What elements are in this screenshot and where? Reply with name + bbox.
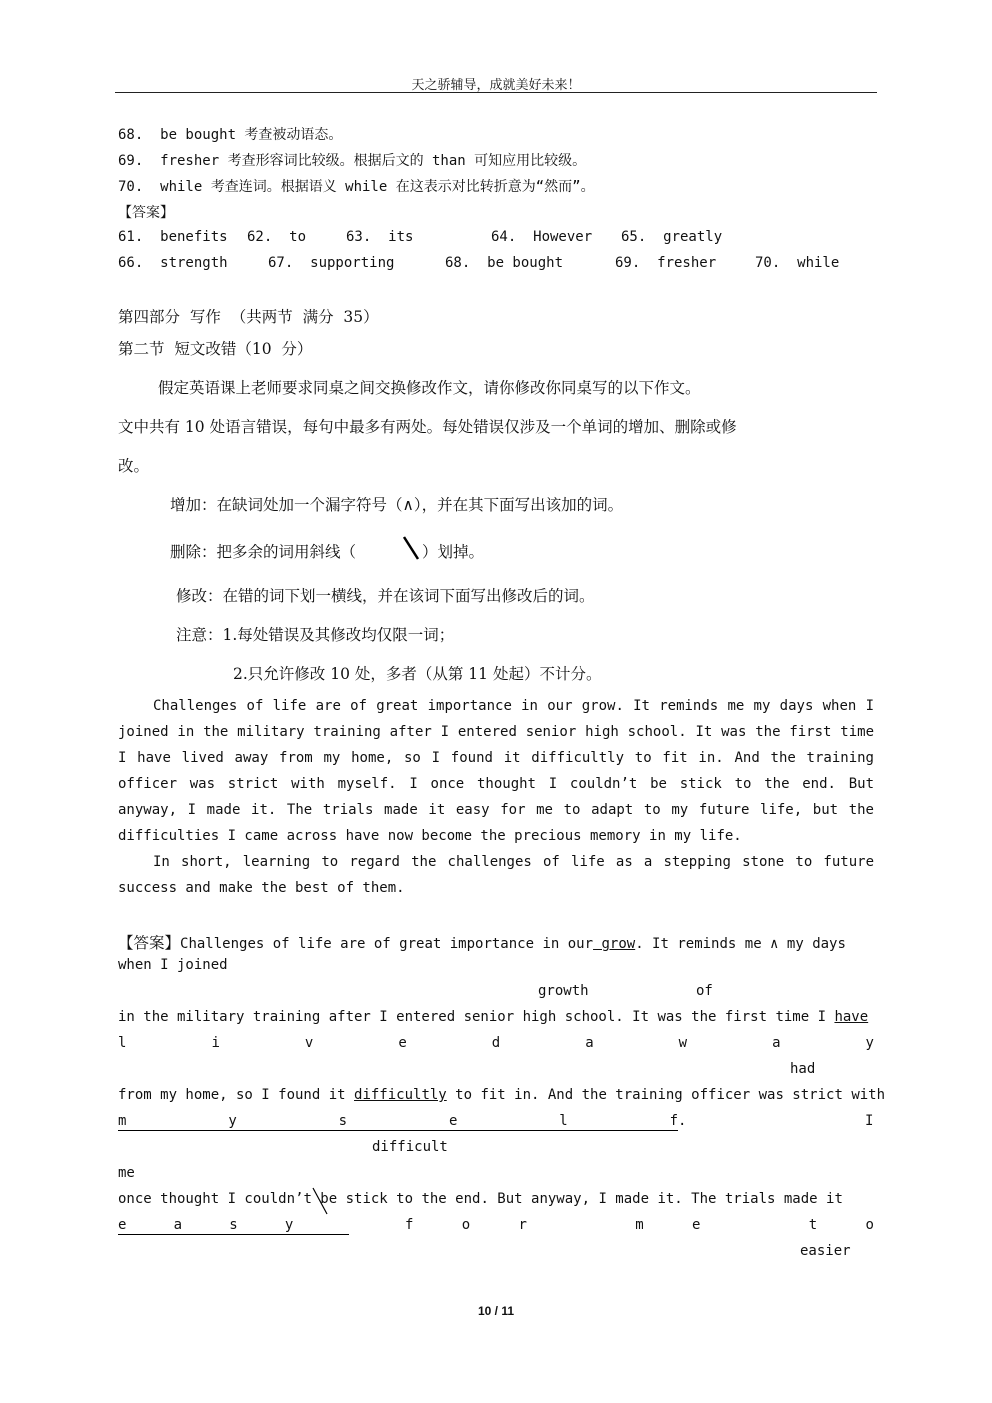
instruction-delete-b: ）划掉。 [422, 543, 485, 561]
error-myself [118, 1113, 678, 1131]
answer-line-1b: . It reminds me ∧ my days [635, 936, 846, 952]
backslash-mark-icon [400, 534, 422, 562]
correction-difficult: difficult [372, 1139, 448, 1155]
passage-paragraph-1: Challenges of life are of great importance in our grow. It reminds me my days when I joined in the military training after I entered senior high school. It was the first time I have lived away from my home, so I found it difficultly to fit in. And the training officer was strict with myself. I once thought I couldn’t be stick to the end. But anyway, I made it. The trials made it easy for me to adapt to my future life, but the difficulties I came across have now become the precious memory in my life. [118, 698, 874, 844]
letter: s [338, 1113, 348, 1129]
correction-easier: easier [800, 1243, 851, 1259]
answer-70: 70. while [755, 255, 840, 271]
letter: m [635, 1217, 644, 1233]
letter: s [229, 1217, 238, 1233]
answer-69: 69. fresher [615, 255, 717, 271]
letter: a [173, 1217, 183, 1233]
answer-line-8a: once thought I couldn’ [118, 1191, 304, 1207]
deletion-slash-icon [310, 1186, 330, 1216]
answer-line-1a: Challenges of life are of great importance in our [180, 936, 594, 952]
answer-64: 64. However [491, 229, 593, 245]
spacer [341, 1217, 349, 1234]
answer-66: 66. strength [118, 255, 228, 271]
letter: l [118, 1035, 127, 1051]
answer-line-5 [118, 1087, 885, 1103]
answer-line-4 [118, 1035, 874, 1051]
note-68: 68. be bought 考查被动语态。 [118, 127, 343, 143]
answer-62: 62. to [247, 229, 307, 245]
answer-line-3a: in the military training after I entered senior high school. It was the first time I [118, 1009, 835, 1025]
correction-had: had [790, 1061, 816, 1077]
letter: m [118, 1113, 127, 1129]
letter: a [585, 1035, 594, 1051]
letter: y [228, 1113, 237, 1129]
header-rule [115, 92, 877, 93]
error-have: have [834, 1009, 869, 1025]
answer-65: 65. greatly [621, 229, 723, 245]
letter: e [118, 1217, 127, 1233]
letter: o [865, 1217, 874, 1233]
letter: v [304, 1035, 314, 1051]
word-i: I [865, 1113, 874, 1129]
instruction-intro-3: 改。 [118, 457, 150, 475]
answer-68: 68. be bought [445, 255, 564, 271]
answer-section-label: 【答案】 [118, 934, 181, 952]
letter: d [491, 1035, 501, 1051]
answer-line-5a: from my home, so I found it [118, 1087, 355, 1103]
instruction-note-1: 注意：1.每处错误及其修改均仅限一词； [176, 626, 455, 644]
period: . [678, 1113, 687, 1129]
answer-line-3 [118, 1009, 868, 1025]
letter: o [461, 1217, 471, 1233]
note-69: 69. fresher 考查形容词比较级。根据后文的 than 可知应用比较级。 [118, 153, 587, 169]
letter: f [405, 1217, 414, 1233]
answer-67: 67. supporting [268, 255, 395, 271]
answer-line-8 [118, 1191, 843, 1207]
answer-line-2: when I joined [118, 957, 228, 973]
answer-line-8b: be stick to the end. But anyway, I made it. The trials made it [311, 1191, 843, 1207]
letter: t [808, 1217, 818, 1233]
instruction-intro-1: 假定英语课上老师要求同桌之间交换修改作文，请你修改你同桌写的以下作文。 [158, 379, 701, 397]
answer-line-9 [405, 1217, 874, 1233]
answer-label: 【答案】 [118, 205, 174, 221]
section-title: 第四部分 写作 （共两节 满分 35） [118, 308, 379, 326]
letter: l [559, 1113, 568, 1129]
letter: y [865, 1035, 874, 1051]
note-70: 70. while 考查连词。根据语义 while 在这表示对比转折意为“然而”。 [118, 179, 595, 195]
letter: r [518, 1217, 527, 1233]
answer-section [118, 931, 846, 953]
answer-61: 61. benefits [118, 229, 228, 245]
page-header: 天之骄辅导，成就美好未来！ [411, 78, 581, 93]
error-easy [118, 1217, 349, 1235]
instruction-intro-2: 文中共有 10 处语言错误，每句中最多有两处。每处错误仅涉及一个单词的增加、删除或修 [118, 418, 737, 436]
correction-growth: growth [538, 983, 589, 999]
passage-paragraph-2: In short, learning to regard the challenges of life as a stepping stone to future success and make the best of them. [118, 854, 874, 896]
letter: f [669, 1113, 678, 1129]
page-number: 10 / 11 [477, 1304, 515, 1318]
letter: e [448, 1113, 458, 1129]
correction-me: me [118, 1165, 135, 1181]
letter: e [692, 1217, 701, 1233]
error-difficultly: difficultly [354, 1087, 447, 1103]
letter: e [398, 1035, 407, 1051]
letter: a [772, 1035, 781, 1051]
letter: y [284, 1217, 294, 1233]
answer-line-5b: to fit in. And the training officer was strict with [446, 1087, 886, 1103]
answer-63: 63. its [346, 229, 414, 245]
error-grow: grow [593, 936, 636, 952]
instruction-delete-a: 删除：把多余的词用斜线（ [170, 543, 357, 561]
instruction-note-2: 2.只允许修改 10 处，多者（从第 11 处起）不计分。 [233, 665, 602, 683]
instruction-add: 增加：在缺词处加一个漏字符号（∧），并在其下面写出该加的词。 [170, 496, 624, 514]
subsection-title: 第二节 短文改错（10 分） [118, 340, 313, 358]
letter: i [211, 1035, 220, 1051]
deleted-t: t [303, 1191, 312, 1207]
instruction-modify: 修改：在错的词下划一横线，并在该词下面写出修改后的词。 [176, 587, 595, 605]
letter: w [678, 1035, 688, 1051]
correction-of: of [696, 983, 713, 999]
